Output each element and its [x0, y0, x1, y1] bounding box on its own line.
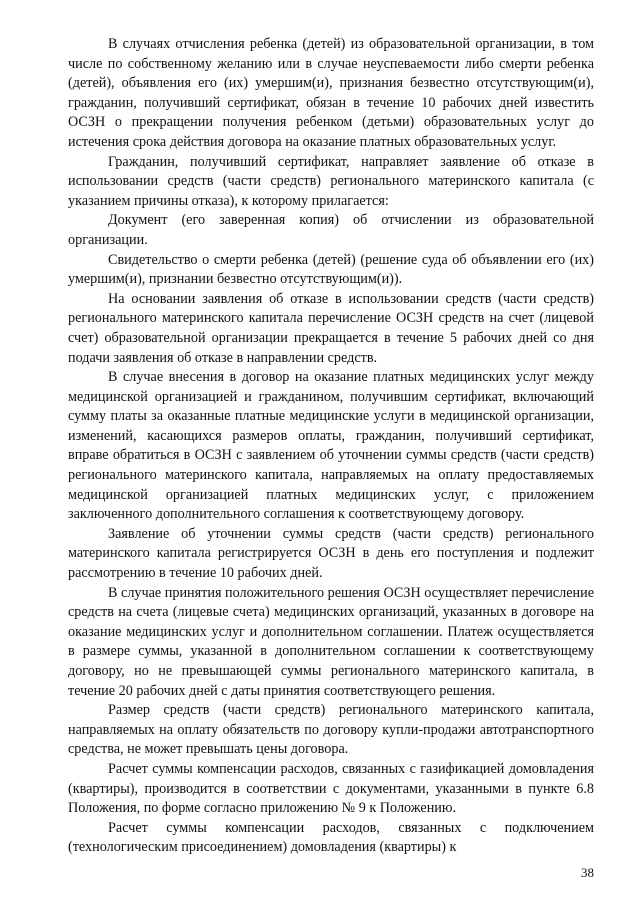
paragraph-6: В случае внесения в договор на оказание платных медицинских услуг между медицинской организацией и гражданином, получившим сертификат, включающий сумму платы за оказанные платные медицинские услуги в медицинской организации, изменений, касающихся размеров оплаты, гражданин, получивший сертификат, вправе обратиться в ОСЗН с заявлением об уточнении суммы средств (части средств) регионального материнского капитала, направляемых на оплату предоставляемых медицинской организацией платных медицинских услуг, с приложением заключенного дополнительного соглашения к соответствующему договору.	[68, 369, 594, 523]
paragraph-1: В случаях отчисления ребенка (детей) из образовательной организации, в том числе по собственному желанию или в случае неуспеваемости либо смерти ребенка (детей), объявления его (их) умершим(и), признания безвестно отсутствующим(и), гражданин, получивший сертификат, обязан в течение 10 рабочих дней известить ОСЗН о прекращении получения ребенком (детьми) образовательных услуг до истечения срока действия договора на оказание платных образовательных услуг.	[68, 36, 594, 150]
page-number: 38	[581, 865, 594, 880]
paragraph-4: Свидетельство о смерти ребенка (детей) (решение суда об объявлении его (их) умершим(и), признании безвестно отсутствующим(и)).	[68, 251, 594, 288]
paragraph-11: Расчет суммы компенсации расходов, связанных с подключением (технологическим присоединением) домовладения (квартиры) к	[68, 819, 594, 856]
document-page	[68, 35, 594, 858]
paragraph-8: В случае принятия положительного решения ОСЗН осуществляет перечисление средств на счета (лицевые счета) медицинских организаций, указанных в договоре на оказание медицинских услуг и дополнительном соглашении. Платеж осуществляется в размере суммы, указанной в дополнительном соглашении к соответствующему договору, но не превышающей суммы регионального материнского капитала, в течение 20 рабочих дней с даты принятия соответствующего решения.	[68, 584, 594, 699]
paragraph-5: На основании заявления об отказе в использовании средств (части средств) регионального материнского капитала перечисление ОСЗН средств на счет (лицевой счет) образовательной организации прекращается в течение 5 рабочих дней со дня подачи заявления об отказе в направлении средств.	[68, 290, 594, 366]
paragraph-3: Документ (его заверенная копия) об отчислении из образовательной организации.	[68, 212, 594, 248]
paragraph-10: Расчет суммы компенсации расходов, связанных с газификацией домовладения (квартиры), производится в соответствии с документами, указанными в пункте 6.8 Положения, по форме согласно приложению № 9 к Положению.	[68, 760, 594, 817]
paragraph-2: Гражданин, получивший сертификат, направляет заявление об отказе в использовании средств (части средств) регионального материнского капитала (с указанием причины отказа), к которому прилагается:	[68, 153, 594, 209]
paragraph-7: Заявление об уточнении суммы средств (части средств) регионального материнского капитала регистрируется ОСЗН в день его поступления и подлежит рассмотрению в течение 10 рабочих дней.	[68, 525, 594, 582]
paragraph-9: Размер средств (части средств) регионального материнского капитала, направляемых на оплату обязательств по договору купли-продажи автотранспортного средства, не может превышать цены договора.	[68, 702, 594, 758]
